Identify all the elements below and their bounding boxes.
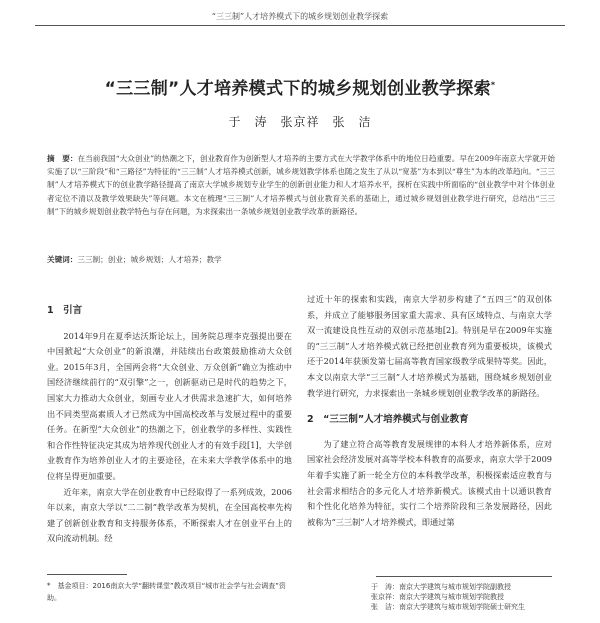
author-notes bbox=[371, 582, 571, 612]
abstract-text: 在当前我国“大众创业”的热潮之下，创业教育作为创新型人才培养的主要方式在大学教学体系中的地位日趋重要。早在2009年南京大学就开始实施了以“三阶段”和“三路径”为特征的“三三制”人才培养模式创新，城乡规划教学体系也随之发生了从以“宽基”为本到以“尊生”为本的改革趋向。“三三制”人才培养模式下的创业教学路径提高了南京大学城乡规划专业学生的创新创业能力和人才培养水平，探析在实践中所面临的“创业教学中对个体创业者定位不清以及教学效果缺失”等问题。本文在梳理“三三制”人才培养模式与创业教育关系的基础上，通过城乡规划创业教学进行研究，总结出“三三制”下的城乡规划创业教学特色与存在问题，为求探索出一条城乡规划创业教学改革的新路径。 bbox=[47, 154, 555, 216]
section-heading-model: 2 “三三制”人才培养模式与创业教育 bbox=[307, 414, 469, 426]
right-column bbox=[307, 292, 552, 530]
paper-title-text: “三三制”人才培养模式下的城乡规划创业教学探索 bbox=[104, 79, 491, 99]
keywords-text: 三三制；创业；城乡规划；人才培养；教学 bbox=[77, 255, 222, 264]
abstract-label: 摘 要： bbox=[47, 154, 78, 163]
abstract bbox=[47, 152, 555, 218]
keywords-label: 关键词： bbox=[47, 255, 78, 264]
paragraph: 近年来，南京大学在创业教育中已经取得了一系列成效，2006年以来，南京大学以“二二制”教学改革为契机，在全国高校率先构建了创新创业教育和支持服务体系，不断探索人才在创业平台上的双向流动机制。经 bbox=[47, 486, 292, 544]
section-heading-intro: 1 引言 bbox=[47, 305, 83, 316]
author-line: 于 涛 张京祥 张 洁 bbox=[228, 115, 372, 129]
left-column bbox=[47, 295, 292, 547]
footnote-text: 基金项目：2016南京大学“翻转课堂”教改项目“城市社会学与社会调查”资助。 bbox=[47, 582, 286, 602]
paper-title bbox=[40, 74, 560, 99]
author-notes-rule bbox=[376, 576, 552, 577]
title-footnote-mark: * bbox=[490, 80, 496, 90]
author-note: 于 涛：南京大学建筑与城市规划学院副教授 bbox=[371, 583, 511, 591]
funding-footnote bbox=[47, 580, 292, 604]
running-header: “三三制”人才培养模式下的城乡规划创业教学探索 bbox=[211, 12, 389, 21]
footnote-rule bbox=[47, 574, 127, 575]
author-note: 张京祥：南京大学建筑与城市规划学院教授 bbox=[371, 593, 504, 601]
header-rule bbox=[35, 25, 565, 26]
paragraph: 2014年9月在夏季达沃斯论坛上，国务院总理李克强提出要在中国掀起“大众创业”的新浪潮，并陆续出台政策鼓励推动大众创业。2015年3月，全国两会将“大众创业、万众创新”确立为推动中国经济继续前行的“双引擎”之一，创新驱动已是时代的趋势之下，国家大力推动大众创业，刻画专业人才供需求急速扩大，如何培养出不同类型高素质人才已然成为中国高校改革与发展过程中的重要任务。在新型“大众创业”的热潮之下，创业教学的多样性、实践性和合作性特征决定其成为培养现代创业人才的有效手段[1]，大学创业教育作为培养创业人才的主要途径，在未来大学教学体系中的地位将呈得更加重要。 bbox=[47, 330, 292, 481]
paragraph-continued: 过近十年的探索和实践，南京大学初步构建了“五四三”的双创体系，并成立了能够服务国家重大需求、具有区域特点、与南京大学双一流建设良性互动的双创示范基地[2]。特别是早在2009年实施的“三三制”人才培养模式就已经把创业教育列为重要板块，该模式还于2014年获颁发第七届高等教育国家级教学成果特等奖。因此，本文以南京大学“三三制”人才培养模式为基础，围绕城乡规划创业教学进行研究，力求探索出一条城乡规划创业教学改革的新路径。 bbox=[307, 294, 552, 398]
author-note: 张 洁：南京大学建筑与城市规划学院硕士研究生 bbox=[371, 603, 525, 611]
paragraph: 为了建立符合高等教育发展规律的本科人才培养新体系，应对国家社会经济发展对高等学校本科教育的高要求，南京大学于2009年着手实施了新一轮全方位的本科教学改革，积极探索适应教育与社会需求相结合的多元化人才培养新模式。该模式由十以通识教育和个性化化培养为特征，实行二个培养阶段和三条发展路径，因此被称为“三三制”人才培养模式，即通过第 bbox=[307, 438, 552, 527]
footnote-mark: * bbox=[47, 582, 51, 590]
keywords bbox=[47, 254, 555, 266]
